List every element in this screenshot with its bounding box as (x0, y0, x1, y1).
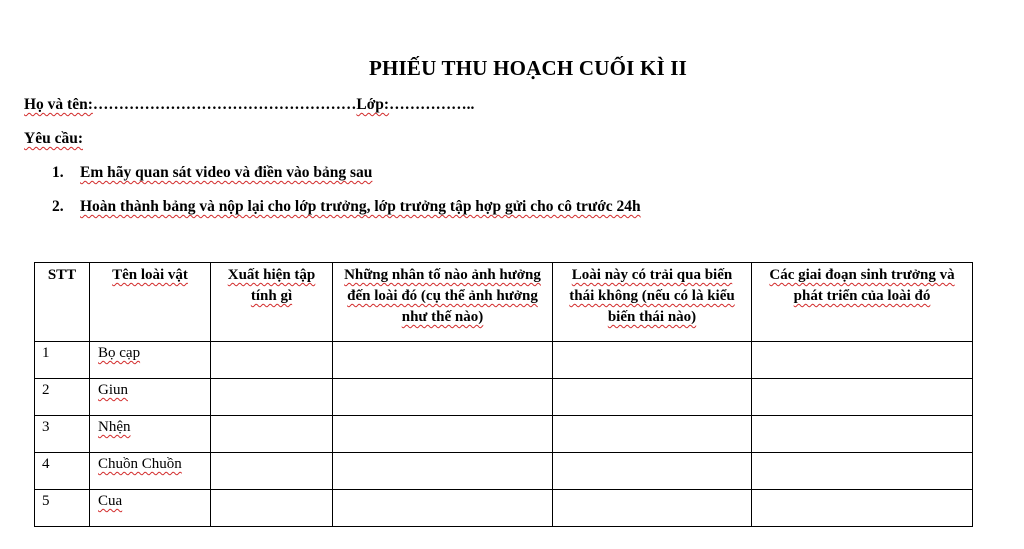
cell-animal-name (90, 342, 211, 379)
animal-name-text: Chuồn Chuồn (98, 456, 182, 472)
requirement-text: Em hãy quan sát video và điền vào bảng sau (80, 164, 373, 181)
cell-behavior[interactable] (211, 416, 333, 453)
page-title: PHIẾU THU HOẠCH CUỐI KÌ II (368, 56, 688, 80)
cell-growth-stages[interactable] (752, 416, 973, 453)
class-label: Lớp: (356, 96, 390, 113)
cell-factors[interactable] (333, 490, 553, 527)
header-behavior: Xuất hiện tập tính gì (211, 263, 333, 342)
cell-growth-stages[interactable] (752, 342, 973, 379)
name-label: Họ và tên: (24, 96, 93, 113)
requirement-item-1 (52, 164, 372, 182)
cell-metamorphosis[interactable] (553, 453, 752, 490)
requirement-text: Hoàn thành bảng và nộp lại cho lớp trưởng, lớp trưởng tập hợp gửi cho cô trước 24h (80, 198, 641, 215)
cell-growth-stages[interactable] (752, 453, 973, 490)
requirement-number: 1. (52, 164, 64, 181)
table-row (35, 416, 973, 453)
requirements-heading (24, 130, 83, 148)
cell-animal-name (90, 453, 211, 490)
header-factors: Những nhân tố nào ảnh hưởng đến loài đó (cụ thể ảnh hưởng như thế nào) (333, 263, 553, 342)
cell-factors[interactable] (333, 416, 553, 453)
cell-behavior[interactable] (211, 453, 333, 490)
cell-metamorphosis[interactable] (553, 490, 752, 527)
class-blank: …………….. (389, 96, 475, 113)
cell-behavior[interactable] (211, 379, 333, 416)
cell-stt: 1 (35, 342, 90, 379)
cell-metamorphosis[interactable] (553, 342, 752, 379)
header-stt: STT (35, 263, 90, 342)
cell-metamorphosis[interactable] (553, 416, 752, 453)
header-animal-name: Tên loài vật (90, 263, 211, 342)
cell-factors[interactable] (333, 453, 553, 490)
cell-stt: 4 (35, 453, 90, 490)
table-row (35, 490, 973, 527)
cell-animal-name (90, 416, 211, 453)
cell-animal-name (90, 379, 211, 416)
header-metamorphosis: Loài này có trải qua biến thái không (nếu có là kiểu biến thái nào) (553, 263, 752, 342)
requirement-item-2 (52, 198, 641, 216)
animal-name-text: Giun (98, 382, 128, 398)
cell-behavior[interactable] (211, 342, 333, 379)
table-header-row (35, 263, 973, 342)
student-info-line (24, 96, 474, 114)
animal-name-text: Nhện (98, 419, 131, 435)
cell-growth-stages[interactable] (752, 490, 973, 527)
cell-growth-stages[interactable] (752, 379, 973, 416)
header-growth-stages: Các giai đoạn sinh trưởng và phát triển của loài đó (752, 263, 973, 342)
cell-metamorphosis[interactable] (553, 379, 752, 416)
animal-name-text: Cua (98, 493, 123, 509)
requirement-number: 2. (52, 198, 64, 215)
table-row (35, 453, 973, 490)
table-row (35, 342, 973, 379)
cell-stt: 5 (35, 490, 90, 527)
requirements-label: Yêu cầu: (24, 130, 83, 147)
harvest-table (34, 262, 973, 527)
table-row (35, 379, 973, 416)
cell-behavior[interactable] (211, 490, 333, 527)
cell-factors[interactable] (333, 342, 553, 379)
cell-factors[interactable] (333, 379, 553, 416)
cell-stt: 2 (35, 379, 90, 416)
cell-animal-name (90, 490, 211, 527)
animal-name-text: Bọ cạp (98, 345, 141, 361)
name-blank: …………………………………………… (92, 96, 357, 113)
cell-stt: 3 (35, 416, 90, 453)
